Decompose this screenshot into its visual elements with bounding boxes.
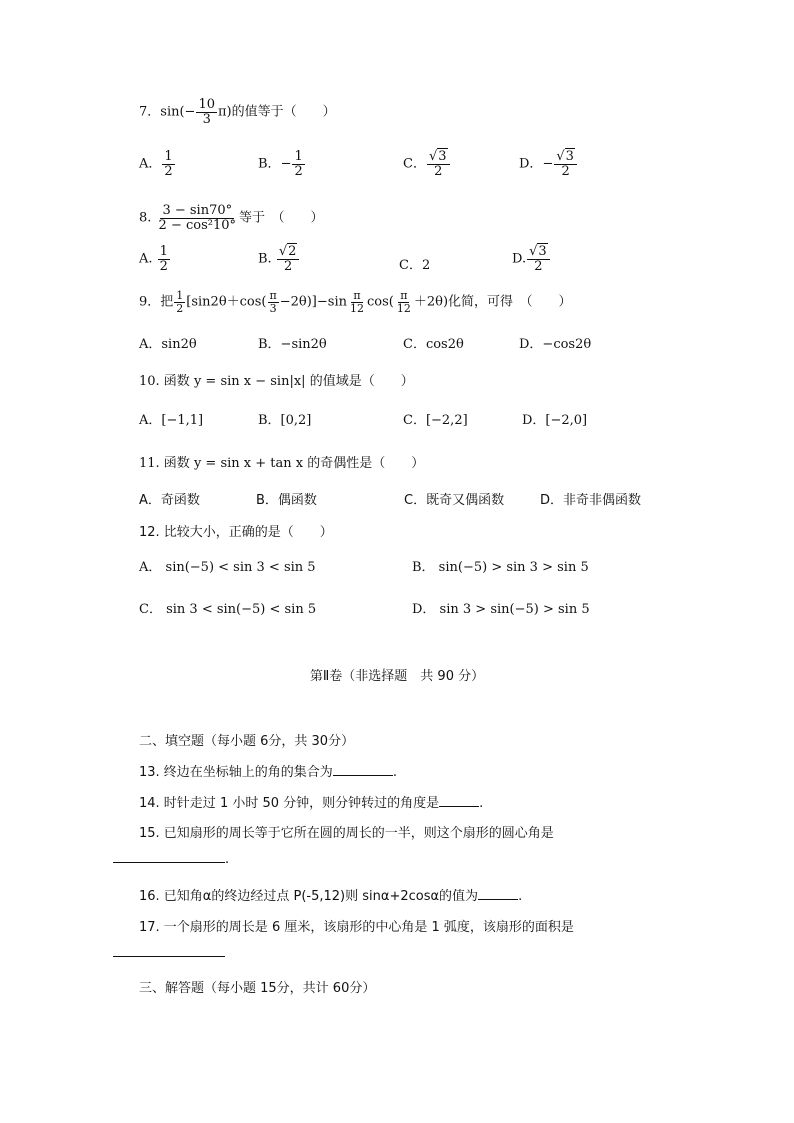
q7-option-c: C． $\frac{√3}{2}$ (403, 150, 451, 178)
q9-option-d: D．−cos2θ (519, 337, 592, 352)
q15: 15. 已知扇形的周长等于它所在圆的周长的一半，则这个扇形的圆心角是 (139, 826, 554, 841)
q17: 17. 一个扇形的周长是 6 厘米，该扇形的中心角是 1 弧度，该扇形的面积是 (139, 920, 574, 935)
q11-option-a: A．奇函数 (139, 493, 200, 508)
q10-option-d: D．[−2,0] (522, 413, 588, 428)
q11-option-c: C．既奇又偶函数 (404, 493, 505, 508)
q7-option-a: A． $\frac{1}{2}$ (139, 149, 173, 179)
section2-heading: 二、填空题（每小题 6分，共 30分） (139, 734, 355, 749)
q17-blank[interactable] (113, 956, 225, 957)
q10-stem: 10. 函数 y = sin x − sin|x| 的值域是（ ） (139, 374, 414, 389)
section3-heading: 三、解答题（每小题 15分，共计 60分） (139, 981, 376, 996)
q8-option-c: C．2 (399, 258, 431, 273)
part2-title: 第Ⅱ卷（非选择题 共 90 分） (309, 669, 485, 684)
q15-blank[interactable] (113, 862, 225, 863)
q13: 13. 终边在坐标轴上的角的集合为 . (139, 765, 397, 780)
q14-blank[interactable] (439, 806, 479, 807)
q12-option-a: A． sin(−5) < sin 3 < sin 5 (139, 560, 316, 575)
q12-option-b: B． sin(−5) > sin 3 > sin 5 (412, 560, 589, 575)
q17-answer-line (113, 946, 225, 961)
q10-option-b: B．[0,2] (258, 413, 312, 428)
q10-option-c: C．[−2,2] (403, 413, 468, 428)
q11-stem: 11. 函数 y = sin x + tan x 的奇偶性是（ ） (139, 456, 425, 471)
q12-option-d: D． sin 3 > sin(−5) > sin 5 (412, 602, 590, 617)
q10-option-a: A．[−1,1] (139, 413, 204, 428)
q12-stem: 12. 比较大小，正确的是（ ） (139, 525, 333, 540)
q13-blank[interactable] (333, 775, 393, 776)
q7-fraction: $\frac{10}{3}$ (198, 97, 215, 127)
q7-option-d: D．− $\frac{√3}{2}$ (519, 150, 578, 178)
q9-option-c: C．cos2θ (403, 337, 464, 352)
q7-option-b: B．− $\frac{1}{2}$ (258, 149, 303, 179)
q8-option-d: D. $\frac{√3}{2}$ (512, 245, 551, 273)
q9-option-a: A．sin2θ (139, 337, 197, 352)
q15-answer-line: . (113, 852, 229, 867)
q8-option-a: A. $\frac{1}{2}$ (139, 244, 168, 274)
q16-blank[interactable] (478, 899, 518, 900)
q11-option-b: B．偶函数 (256, 493, 317, 508)
q8-fraction: $\frac{3 - \sin 70^\circ}{\text{2 − cos²10°}}$ (158, 203, 237, 233)
q9-stem: 9．把 $\frac{1}{2}$ [sin2θ＋cos( $\frac{\pi}{3}$ −2θ)]−sin $\frac{\pi}{12}$ cos( $\frac{\pi}{12}$ ＋2θ)化简，可得 （ ） (139, 289, 572, 315)
q7-stem: 7．sin(− $\frac{10}{3}$ π)的值等于（ ） (139, 97, 336, 127)
q8-stem: 8. $\frac{3 - \sin 70^\circ}{\text{2 − cos²10°}}$ 等于 （ ） (139, 203, 324, 233)
q14: 14. 时针走过 1 小时 50 分钟，则分钟转过的角度是 . (139, 796, 484, 811)
q11-option-d: D．非奇非偶函数 (540, 493, 642, 508)
q12-option-c: C． sin 3 < sin(−5) < sin 5 (139, 602, 317, 617)
q9-option-b: B．−sin2θ (258, 337, 327, 352)
q8-option-b: B. $\frac{√2}{2}$ (258, 245, 300, 273)
q16: 16. 已知角α的终边经过点 P(-5,12)则 sinα+2cosα的值为 . (139, 889, 523, 904)
